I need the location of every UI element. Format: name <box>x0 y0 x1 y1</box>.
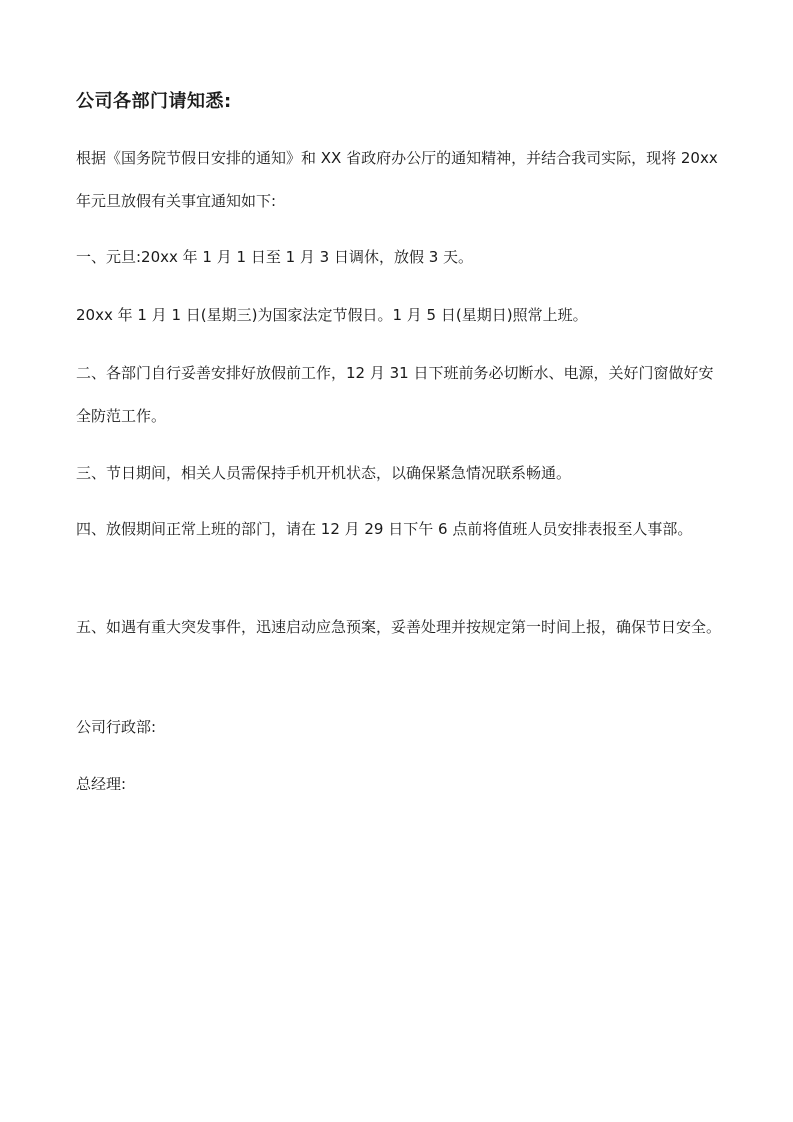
intro-paragraph: 根据《国务院节假日安排的通知》和 XX 省政府办公厅的通知精神，并结合我司实际，现将 20xx 年元旦放假有关事宜通知如下: <box>76 149 718 210</box>
notice-item-1-detail: 20xx 年 1 月 1 日(星期三)为国家法定节假日。1 月 5 日(星期日)照常上班。 <box>76 306 588 324</box>
signature-department: 公司行政部: <box>76 718 157 736</box>
notice-item-4: 四、放假期间正常上班的部门，请在 12 月 29 日下午 6 点前将值班人员安排表报至人事部。 <box>76 520 693 538</box>
notice-item-1: 一、元旦:20xx 年 1 月 1 日至 1 月 3 日调休，放假 3 天。 <box>76 248 474 266</box>
notice-item-5: 五、如遇有重大突发事件，迅速启动应急预案，妥善处理并按规定第一时间上报，确保节日安全。 <box>76 618 722 636</box>
notice-item-2: 二、各部门自行妥善安排好放假前工作，12 月 31 日下班前务必切断水、电源，关好门窗做好安全防范工作。 <box>76 364 714 425</box>
document-title: 公司各部门请知悉: <box>76 91 232 112</box>
notice-item-3: 三、节日期间，相关人员需保持手机开机状态，以确保紧急情况联系畅通。 <box>76 464 572 482</box>
signature-general-manager: 总经理: <box>76 775 127 793</box>
